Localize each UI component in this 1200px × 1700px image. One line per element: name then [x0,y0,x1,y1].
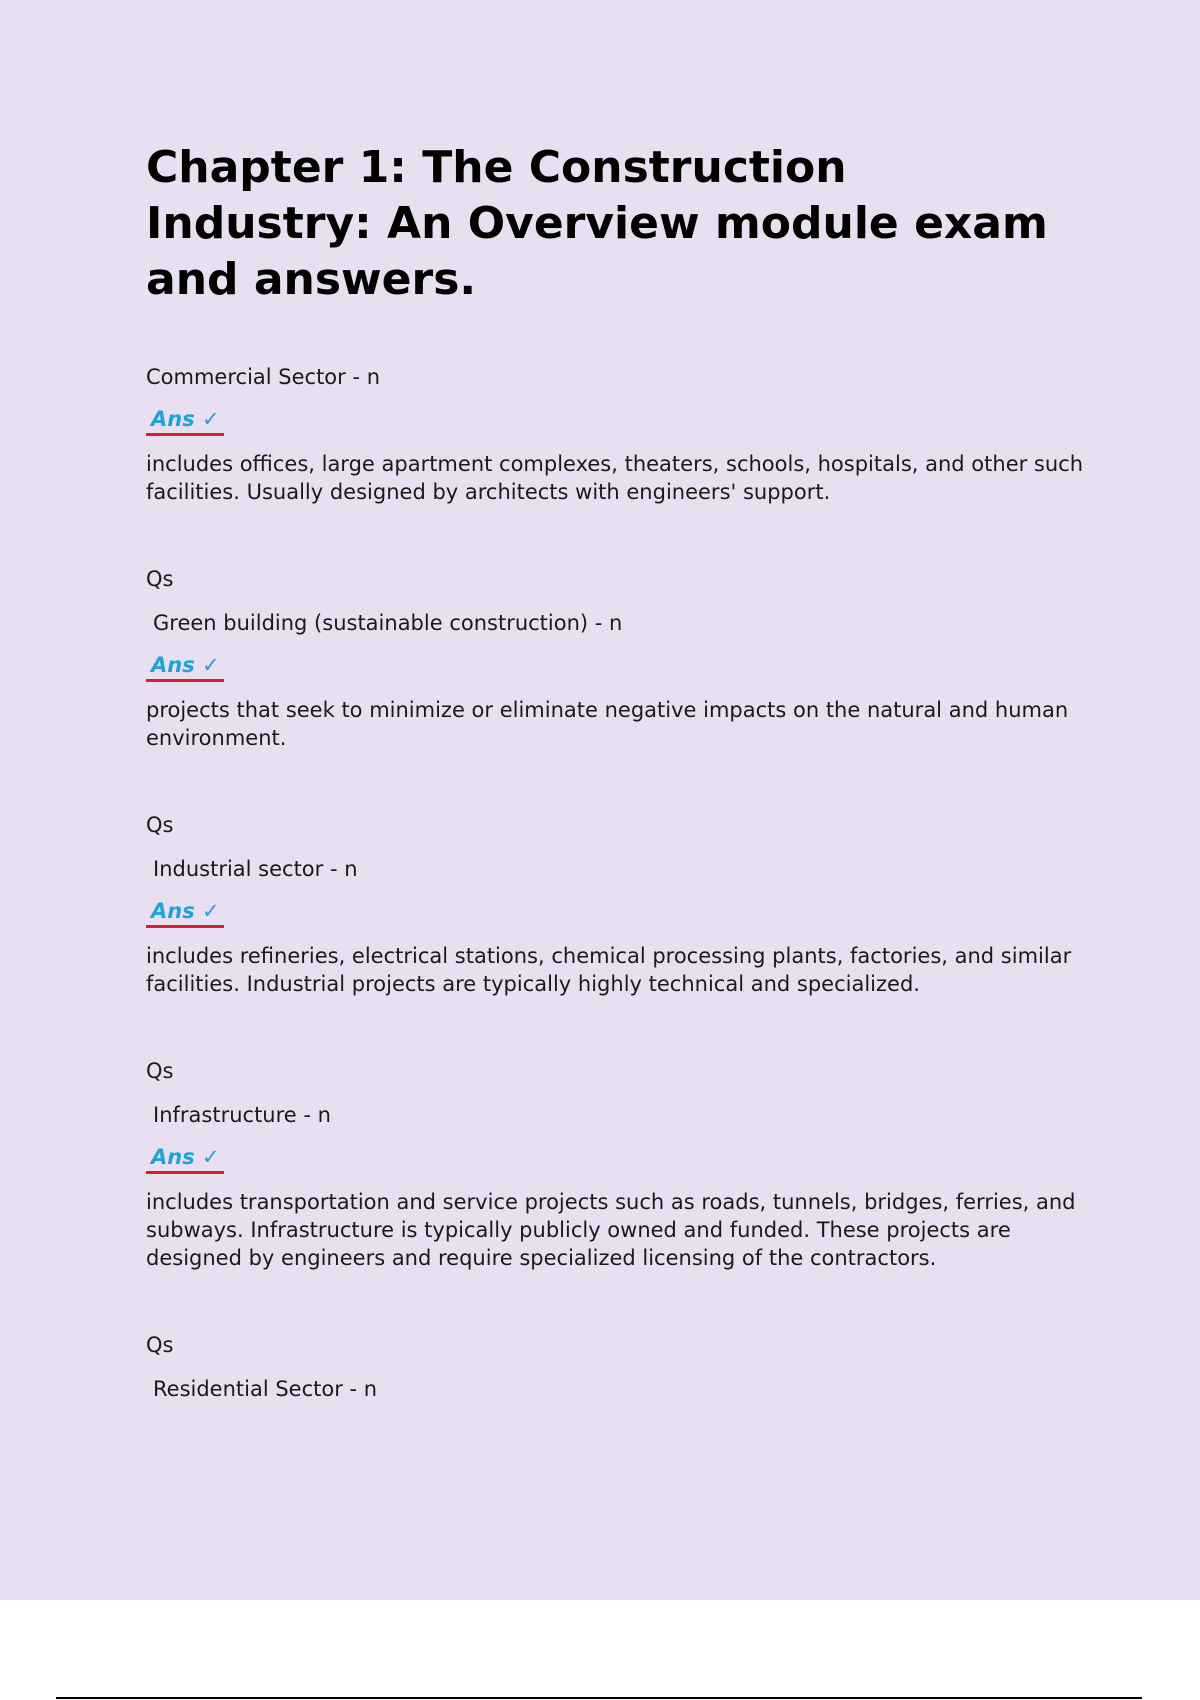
ans-label: Ans [151,899,195,923]
ans-badge [146,1144,224,1174]
checkmark-icon: ✓ [202,1145,220,1169]
qa-list [146,364,1086,1402]
qa-item [146,1332,1086,1402]
ans-badge [146,652,224,682]
qs-label: Qs [146,1059,174,1083]
question-text: Industrial sector - n [153,857,358,881]
qs-label: Qs [146,1333,174,1357]
question-text: Infrastructure - n [153,1103,331,1127]
qa-item [146,812,1086,998]
footer-divider [56,1697,1142,1699]
answer-text: includes transportation and service projects such as roads, tunnels, bridges, ferries, and subways. Infrastructure is typically publicly owned and funded. These projects are designed by engineers and require specialized licensing of the contractors. [146,1190,1076,1270]
checkmark-icon: ✓ [202,407,220,431]
question-text: Residential Sector - n [153,1377,378,1401]
answer-text: includes refineries, electrical stations, chemical processing plants, factories, and similar facilities. Industrial projects are typically highly technical and specialized. [146,944,1072,996]
qs-label: Qs [146,813,174,837]
ans-label: Ans [151,1145,195,1169]
answer-text: projects that seek to minimize or eliminate negative impacts on the natural and human environment. [146,698,1069,750]
ans-label: Ans [151,653,195,677]
ans-badge [146,406,224,436]
document-content [146,140,1086,1462]
qs-label: Qs [146,567,174,591]
checkmark-icon: ✓ [202,653,220,677]
ans-badge [146,898,224,928]
question-text: Green building (sustainable construction) - n [153,611,623,635]
document-title: Chapter 1: The Construction Industry: An Overview module exam and answers. [146,142,1048,305]
qa-item [146,1058,1086,1272]
qa-item [146,566,1086,752]
ans-label: Ans [151,407,195,431]
question-text: Commercial Sector - n [146,365,381,389]
qa-item [146,364,1086,506]
answer-text: includes offices, large apartment complexes, theaters, schools, hospitals, and other such facilities. Usually designed by architects with engineers' support. [146,452,1084,504]
checkmark-icon: ✓ [202,899,220,923]
